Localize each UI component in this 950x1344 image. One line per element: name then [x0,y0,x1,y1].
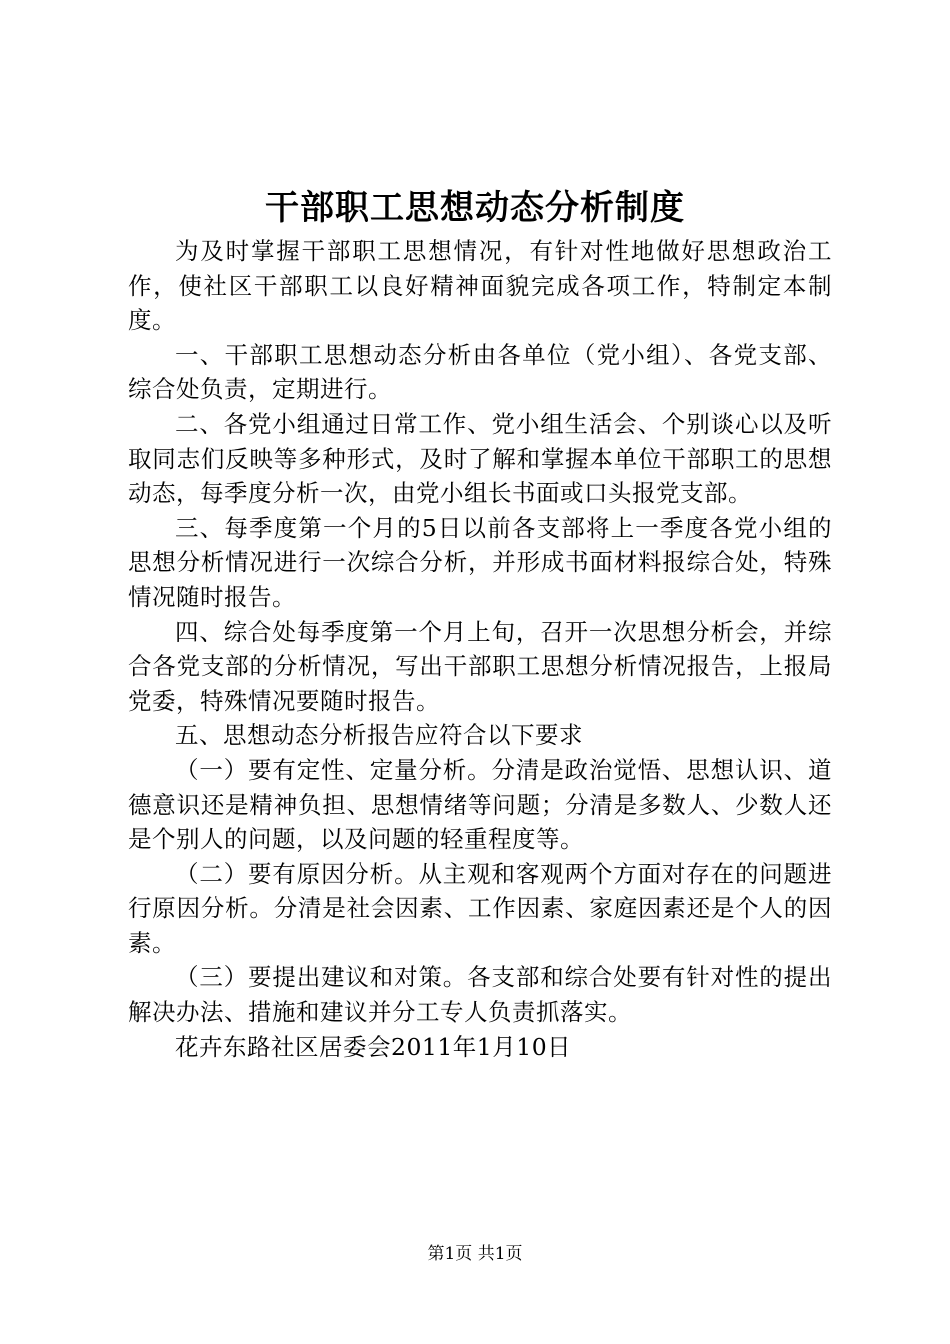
paragraph-subitem-1: （一）要有定性、定量分析。分清是政治觉悟、思想认识、道德意识还是精神负担、思想情绪等问题；分清是多数人、少数人还是个别人的问题，以及问题的轻重程度等。 [128,755,832,854]
paragraph-item-2: 二、各党小组通过日常工作、党小组生活会、个别谈心以及听取同志们反映等多种形式，及时了解和掌握本单位干部职工的思想动态，每季度分析一次，由党小组长书面或口头报党支部。 [128,409,832,508]
document-title: 干部职工思想动态分析制度 [265,188,685,228]
paragraph-item-1: 一、干部职工思想动态分析由各单位（党小组）、各党支部、综合处负责，定期进行。 [128,340,832,404]
paragraph-subitem-3: （三）要提出建议和对策。各支部和综合处要有针对性的提出解决办法、措施和建议并分工专人负责抓落实。 [128,963,832,1027]
paragraph-intro: 为及时掌握干部职工思想情况，有针对性地做好思想政治工作，使社区干部职工以良好精神面貌完成各项工作，特制定本制度。 [128,237,832,335]
paragraph-item-3: 三、每季度第一个月的5日以前各支部将上一季度各党小组的思想分析情况进行一次综合分析，并形成书面材料报综合处，特殊情况随时报告。 [128,513,832,611]
page-number-footer: 第1页 共1页 [427,1244,523,1264]
paragraph-item-5: 五、思想动态分析报告应符合以下要求 [175,721,583,750]
document-body [128,234,832,1064]
paragraph-subitem-2: （二）要有原因分析。从主观和客观两个方面对存在的问题进行原因分析。分清是社会因素、工作因素、家庭因素还是个人的因素。 [128,859,832,957]
paragraph-item-4: 四、综合处每季度第一个月上旬，召开一次思想分析会，并综合各党支部的分析情况，写出干部职工思想分析情况报告，上报局党委，特殊情况要随时报告。 [128,617,832,715]
signature-line: 花卉东路社区居委会2011年1月10日 [175,1032,572,1061]
